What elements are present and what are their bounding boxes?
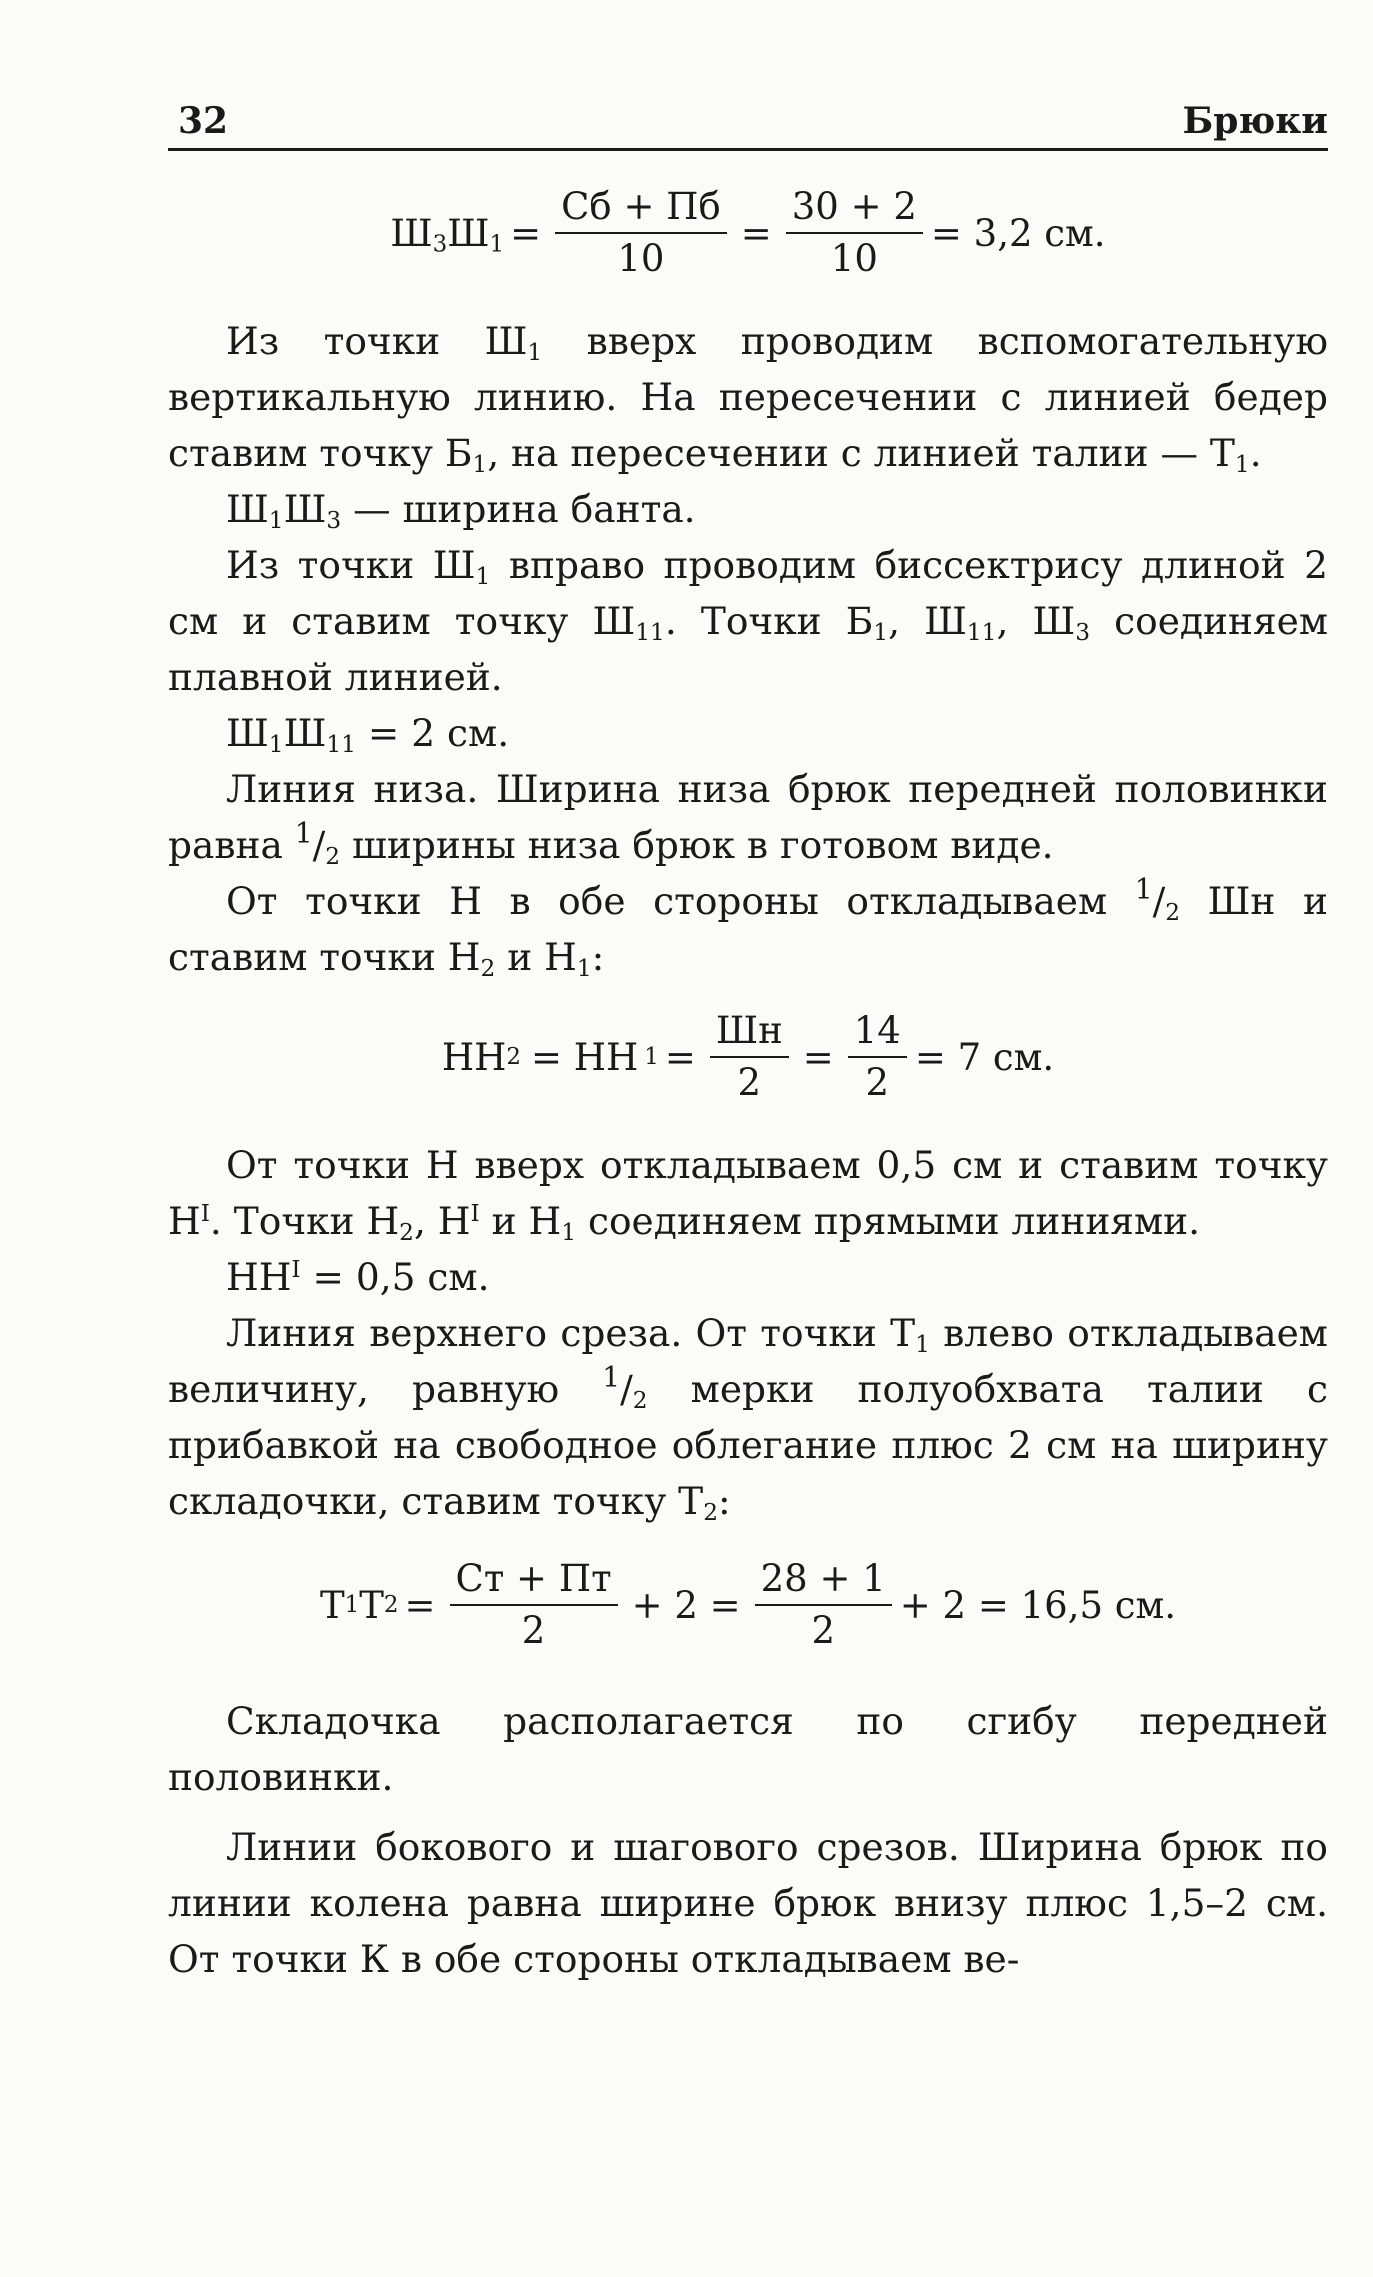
fraction: $\frac{28 + 1}{2}$ bbox=[755, 1556, 892, 1654]
formula-bottom-width: НН 2 = НН 1 = $\frac{Шн}{2}$ = $\frac{14}{2}$ = 7 см. bbox=[441, 1009, 1055, 1104]
paragraph: Линия низа. Ширина низа брюк передней половинки равна $^1/_2$ ширины низа брюк в готовом виде. bbox=[168, 767, 1328, 870]
paragraph: $Ш_1Ш_{11} = 2$ см. bbox=[226, 711, 510, 758]
paragraph: Линия верхнего среза. От точки $Т_1$ влево откладываем величину, равную $^1/_2$ мерки полуобхвата талии с прибавкой на свободное облегание плюс 2 см на ширину складочки, ставим точку $Т_2$: bbox=[168, 1311, 1328, 1526]
paragraph: Складочка располагается по сгибу передней половинки. bbox=[168, 1699, 1328, 1799]
paragraph: $Ш_1Ш_3$ — ширина банта. bbox=[226, 487, 696, 534]
fraction: $\frac{Шн}{2}$ bbox=[710, 1008, 789, 1106]
fraction: $\frac{Сб + Пб}{10}$ bbox=[555, 184, 727, 282]
fraction: $\frac{30 + 2}{10}$ bbox=[786, 184, 923, 282]
running-title: Брюки bbox=[1182, 100, 1328, 142]
page-header bbox=[168, 96, 1328, 151]
fraction: $\frac{14}{2}$ bbox=[848, 1008, 907, 1106]
body-text bbox=[168, 1693, 1328, 1987]
formula-bant-width: $Ш_3Ш_1$ = $\frac{Сб + Пб}{10}$ = $\frac{30 + 2}{10}$ = 3,2 см. bbox=[390, 185, 1106, 280]
paragraph: От точки Н в обе стороны откладываем $^1/_2$ Шн и ставим точки $Н_2$ и $Н_1$: bbox=[168, 872, 1329, 982]
page-number: 32 bbox=[178, 100, 229, 142]
paragraph: Из точки $Ш_1$ вправо проводим биссектрису длиной 2 см и ставим точку $Ш_{11}$. Точки $Б_1$, $Ш_{11}$, $Ш_3$ соединяем плавной линией. bbox=[168, 543, 1329, 699]
formula-result: = 7 см. bbox=[914, 1035, 1055, 1079]
book-page bbox=[168, 96, 1328, 1987]
paragraph: От точки Н вверх откладываем 0,5 см и ставим точку $Н^I$. Точки $Н_2$, $Н^I$ и $Н_1$ соединяем прямыми линиями. bbox=[168, 1143, 1328, 1246]
formula-lhs: $Ш_3Ш_1$ bbox=[390, 211, 505, 258]
paragraph: Из точки $Ш_1$ вверх проводим вспомогательную вертикальную линию. На пересечении с линией бедер ставим точку $Б_1$, на пересечении с линией талии — $Т_1$. bbox=[168, 319, 1328, 478]
formula-result: = 3,2 см. bbox=[930, 211, 1106, 255]
fraction: $\frac{Ст + Пт}{2}$ bbox=[450, 1556, 618, 1654]
body-text bbox=[168, 313, 1328, 985]
paragraph: Линии бокового и шагового срезов. Ширина брюк по линии колена равна ширине брюк внизу плюс 1,5–2 см. От точки К в обе стороны откладываем ве- bbox=[168, 1825, 1328, 1981]
formula-result: + 2 = 16,5 см. bbox=[899, 1583, 1177, 1627]
body-text bbox=[168, 1137, 1328, 1529]
paragraph: $НН^I = 0,5$ см. bbox=[226, 1255, 490, 1299]
formula-waist: Т 1 Т 2 = $\frac{Ст + Пт}{2}$ + 2 = $\frac{28 + 1}{2}$ + 2 = 16,5 см. bbox=[319, 1557, 1177, 1652]
